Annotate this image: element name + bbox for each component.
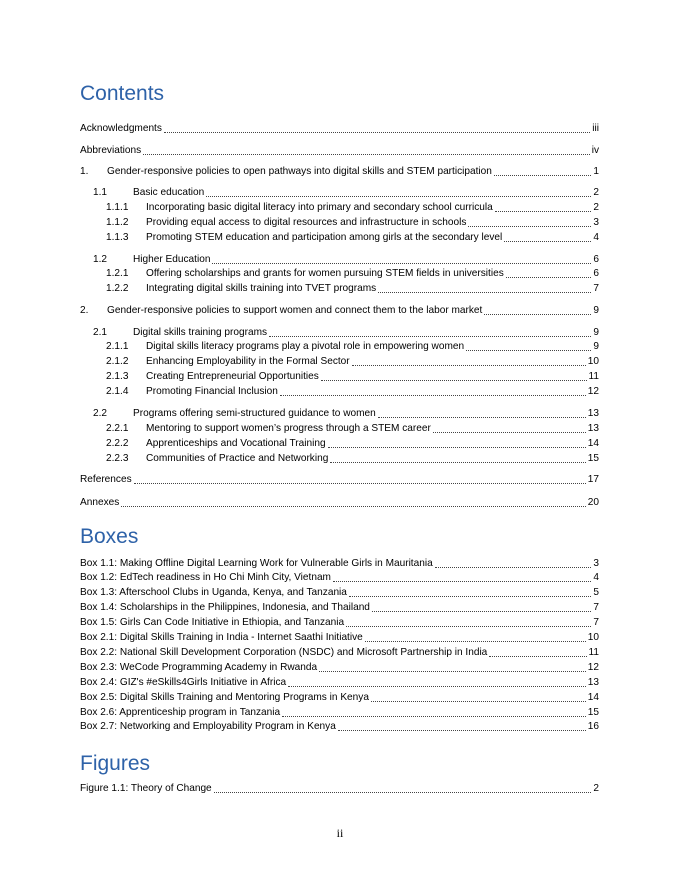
entry-page-number: 12 [587, 662, 599, 673]
toc-entry[interactable] [80, 473, 599, 487]
entry-title: Box 2.5: Digital Skills Training and Mentoring Programs in Kenya [80, 692, 369, 703]
dot-leader [328, 433, 586, 448]
entry-title: Enhancing Employability in the Formal Sector [146, 356, 350, 367]
entry-number: 2.2.1 [106, 423, 129, 434]
dot-leader [121, 492, 585, 507]
entry-title: Integrating digital skills training into TVET programs [146, 283, 377, 294]
entry-title: Basic education [133, 187, 205, 198]
box-entry[interactable] [80, 720, 599, 734]
dot-leader [288, 672, 586, 687]
entry-page-number: 16 [587, 721, 599, 732]
entry-page-number: 11 [588, 647, 599, 658]
entry-page-number: 3 [593, 558, 599, 569]
toc-entry[interactable] [80, 122, 599, 136]
toc-entry[interactable] [80, 144, 599, 158]
entry-title: Box 2.6: Apprenticeship program in Tanzania [80, 707, 281, 718]
entry-number: 2.2.2 [106, 438, 129, 449]
figure-entry[interactable] [80, 782, 599, 796]
entry-number: 2.1.3 [106, 371, 129, 382]
entry-title: Offering scholarships and grants for women pursuing STEM fields in universities [146, 268, 504, 279]
entry-title: Box 1.5: Girls Can Code Initiative in Ethiopia, and Tanzania [80, 617, 345, 628]
entry-page-number: 2 [593, 202, 599, 213]
entry-number: 1.1.1 [106, 202, 129, 213]
dot-leader [346, 612, 591, 627]
dot-leader [321, 366, 587, 381]
entry-title: Box 1.1: Making Offline Digital Learning Work for Vulnerable Girls in Mauritania [80, 558, 433, 569]
dot-leader [206, 182, 591, 197]
entry-title: Figure 1.1: Theory of Change [80, 783, 212, 794]
entry-number: 1.1.3 [106, 232, 129, 243]
entry-title: Promoting STEM education and participation among girls at the secondary level [146, 232, 503, 243]
dot-leader [269, 322, 591, 337]
entry-title: Box 2.3: WeCode Programming Academy in Rwanda [80, 662, 318, 673]
dot-leader [433, 418, 586, 433]
entry-page-number: 2 [593, 187, 599, 198]
entry-title: Box 1.2: EdTech readiness in Ho Chi Minh City, Vietnam [80, 572, 331, 583]
entry-number: 2.1.2 [106, 356, 129, 367]
entry-page-number: 13 [587, 408, 599, 419]
dot-leader [378, 403, 586, 418]
entry-title: Box 2.2: National Skill Development Corporation (NSDC) and Microsoft Partnership in India [80, 647, 488, 658]
dot-leader [378, 278, 591, 293]
entry-page-number: 6 [593, 268, 599, 279]
entry-title: Higher Education [133, 254, 211, 265]
dot-leader [333, 567, 591, 582]
figures-heading: Figures [80, 752, 151, 775]
entry-page-number: 4 [593, 572, 599, 583]
dot-leader [282, 702, 586, 717]
dot-leader [466, 336, 591, 351]
dot-leader [435, 553, 592, 568]
entry-title: Gender-responsive policies to support women and connect them to the labor market [107, 305, 483, 316]
entry-number: 1.2.1 [106, 268, 129, 279]
entry-title: Promoting Financial Inclusion [146, 386, 278, 397]
toc-entry[interactable] [80, 496, 599, 510]
entry-page-number: 20 [587, 497, 599, 508]
entry-page-number: 5 [593, 587, 599, 598]
entry-page-number: 17 [587, 474, 599, 485]
entry-number: 2.2.3 [106, 453, 129, 464]
entry-title: Digital skills training programs [133, 327, 268, 338]
toc-entry[interactable] [80, 165, 599, 179]
entry-page-number: 7 [593, 602, 599, 613]
dot-leader [134, 469, 586, 484]
entry-number: 2.1.1 [106, 341, 129, 352]
toc-entry[interactable] [80, 304, 599, 318]
entry-title: Mentoring to support women’s progress through a STEM career [146, 423, 431, 434]
entry-page-number: 3 [593, 217, 599, 228]
entry-page-number: 9 [593, 305, 599, 316]
dot-leader [214, 778, 592, 793]
entry-title: Box 2.7: Networking and Employability Program in Kenya [80, 721, 336, 732]
entry-page-number: 14 [587, 438, 599, 449]
dot-leader [495, 197, 592, 212]
entry-page-number: 10 [587, 356, 599, 367]
entry-number: 1.2.2 [106, 283, 129, 294]
entry-number: 1. [80, 166, 89, 177]
dot-leader [352, 351, 586, 366]
entry-page-number: 7 [593, 283, 599, 294]
entry-title: Communities of Practice and Networking [146, 453, 329, 464]
dot-leader [349, 582, 591, 597]
dot-leader [365, 627, 586, 642]
entry-title: Box 2.4: GIZ's #eSkills4Girls Initiative in Africa [80, 677, 287, 688]
entry-title: Providing equal access to digital resources and infrastructure in schools [146, 217, 467, 228]
entry-page-number: 9 [593, 341, 599, 352]
entry-page-number: 9 [593, 327, 599, 338]
entry-number: 1.1.2 [106, 217, 129, 228]
entry-title: Box 2.1: Digital Skills Training in India - Internet Saathi Initiative [80, 632, 363, 643]
entry-number: 1.1 [93, 187, 108, 198]
dot-leader [371, 687, 586, 702]
dot-leader [338, 716, 586, 731]
entry-title: Box 1.4: Scholarships in the Philippines, Indonesia, and Thailand [80, 602, 370, 613]
entry-number: 2.1.4 [106, 386, 129, 397]
dot-leader [494, 161, 591, 176]
entry-page-number: 10 [587, 632, 599, 643]
toc-entry[interactable] [106, 385, 599, 399]
entry-page-number: 4 [593, 232, 599, 243]
boxes-heading: Boxes [80, 525, 139, 548]
entry-number: 2.1 [93, 327, 108, 338]
toc-entry[interactable] [106, 282, 599, 296]
entry-number: 1.2 [93, 254, 108, 265]
entry-page-number: 6 [593, 254, 599, 265]
toc-entry[interactable] [106, 452, 599, 466]
dot-leader [330, 448, 585, 463]
dot-leader [164, 118, 590, 133]
dot-leader [484, 300, 591, 315]
contents-heading: Contents [80, 82, 165, 105]
entry-page-number: 11 [588, 371, 599, 382]
dot-leader [280, 381, 586, 396]
entry-title: References [80, 474, 132, 485]
dot-leader [143, 140, 590, 155]
entry-title: Acknowledgments [80, 123, 162, 134]
entry-title: Digital skills literacy programs play a pivotal role in empowering women [146, 341, 465, 352]
dot-leader [489, 642, 586, 657]
entry-title: Gender-responsive policies to open pathways into digital skills and STEM participation [107, 166, 492, 177]
dot-leader [504, 227, 591, 242]
entry-page-number: 15 [587, 707, 599, 718]
entry-page-number: iii [592, 123, 599, 134]
dot-leader [468, 212, 591, 227]
entry-page-number: 2 [593, 783, 599, 794]
entry-page-number: 14 [587, 692, 599, 703]
entry-title: Annexes [80, 497, 120, 508]
entry-number: 2. [80, 305, 89, 316]
entry-title: Box 1.3: Afterschool Clubs in Uganda, Kenya, and Tanzania [80, 587, 347, 598]
dot-leader [212, 249, 591, 264]
entry-title: Incorporating basic digital literacy into primary and secondary school curricula [146, 202, 493, 213]
dot-leader [372, 597, 591, 612]
entry-page-number: 7 [593, 617, 599, 628]
dot-leader [506, 263, 592, 278]
entry-page-number: 1 [593, 166, 599, 177]
entry-page-number: 13 [587, 423, 599, 434]
entry-title: Creating Entrepreneurial Opportunities [146, 371, 319, 382]
page-number: ii [336, 826, 344, 840]
entry-page-number: 15 [587, 453, 599, 464]
entry-title: Apprenticeships and Vocational Training [146, 438, 326, 449]
entry-title: Abbreviations [80, 145, 142, 156]
toc-entry[interactable] [106, 231, 599, 245]
entry-page-number: 13 [587, 677, 599, 688]
entry-title: Programs offering semi-structured guidance to women [133, 408, 376, 419]
dot-leader [319, 657, 586, 672]
entry-page-number: iv [591, 145, 599, 156]
entry-number: 2.2 [93, 408, 108, 419]
entry-page-number: 12 [587, 386, 599, 397]
